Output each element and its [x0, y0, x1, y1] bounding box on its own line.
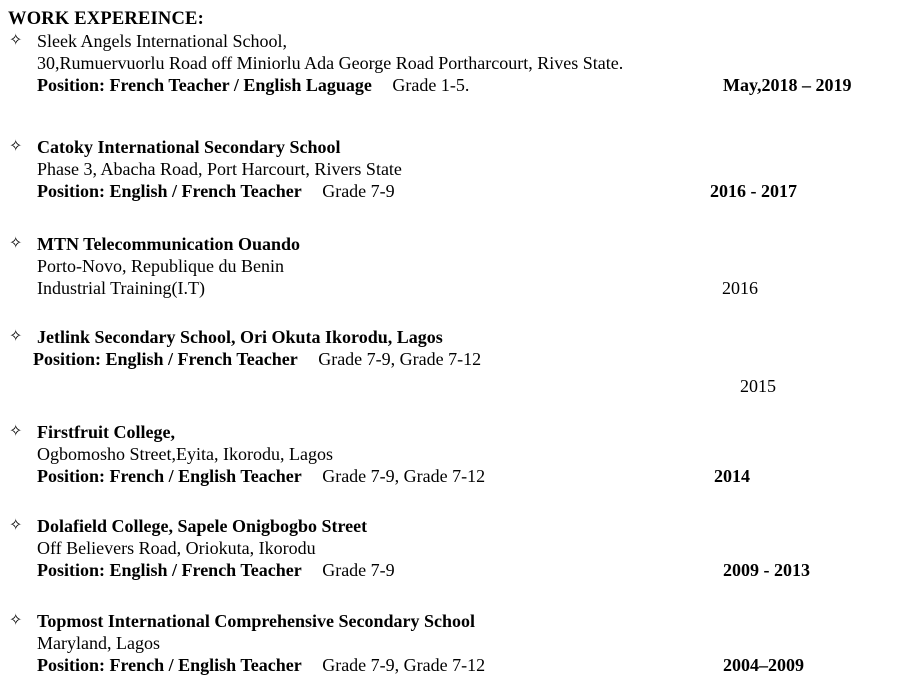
school-name: Firstfruit College, [37, 422, 175, 442]
school-address: Maryland, Lagos [37, 633, 160, 653]
work-experience-entry [8, 610, 911, 676]
date-range: 2014 [714, 466, 750, 486]
entry-name-row [8, 515, 911, 537]
date-range: May,2018 – 2019 [723, 75, 852, 95]
position-label: Position: English / French Teacher [37, 560, 302, 580]
entry-name-row [8, 326, 911, 348]
school-name: Topmost International Comprehensive Secondary School [37, 611, 476, 631]
position-row [8, 180, 911, 202]
entry-name-row [8, 233, 911, 255]
work-experience-entry [8, 421, 911, 487]
entry-name-row [8, 30, 911, 52]
position-label: Position: English / French Teacher [37, 181, 302, 201]
company-name: MTN Telecommunication Ouando [37, 234, 301, 254]
position-label: Position: French Teacher / English Laguage [37, 75, 372, 95]
grade-range: Grade 7-9, Grade 7-12 [322, 655, 486, 675]
star-bullet-icon: ✧ [9, 32, 23, 49]
company-address: Porto-Novo, Republique du Benin [37, 256, 284, 276]
grade-range: Grade 7-9, Grade 7-12 [318, 349, 482, 369]
school-name: Sleek Angels International School, [37, 31, 287, 51]
work-experience-entry [8, 233, 911, 299]
position-row [8, 559, 911, 581]
school-name: Dolafield College, Sapele Onigbogbo Street [37, 516, 368, 536]
date-range: 2009 - 2013 [723, 560, 810, 580]
star-bullet-icon: ✧ [9, 235, 23, 252]
entry-name-row [8, 610, 911, 632]
work-experience-entry [8, 136, 911, 202]
star-bullet-icon: ✧ [9, 138, 23, 155]
star-bullet-icon: ✧ [9, 423, 23, 440]
date-range: 2004–2009 [723, 655, 804, 675]
position-row [8, 654, 911, 676]
work-experience-entry [8, 326, 911, 397]
work-experience-entry [8, 515, 911, 581]
training-row [8, 277, 911, 299]
entry-name-row [8, 421, 911, 443]
grade-range: Grade 7-9 [322, 560, 395, 580]
training-label: Industrial Training(I.T) [37, 278, 205, 298]
star-bullet-icon: ✧ [9, 328, 23, 345]
position-label: Position: French / English Teacher [37, 655, 302, 675]
position-row [8, 348, 911, 370]
date-range: 2015 [740, 376, 776, 396]
school-address: Phase 3, Abacha Road, Port Harcourt, Rivers State [37, 159, 402, 179]
work-experience-entry [8, 30, 911, 96]
school-address: Ogbomosho Street,Eyita, Ikorodu, Lagos [37, 444, 333, 464]
school-address: Off Believers Road, Oriokuta, Ikorodu [37, 538, 316, 558]
school-name: Jetlink Secondary School, Ori Okuta Ikorodu, Lagos [37, 327, 443, 347]
section-title: WORK EXPEREINCE: [8, 9, 204, 29]
school-name: Catoky International Secondary School [37, 137, 341, 157]
star-bullet-icon: ✧ [9, 517, 23, 534]
star-bullet-icon: ✧ [9, 612, 23, 629]
position-row [8, 465, 911, 487]
grade-range: Grade 7-9 [322, 181, 395, 201]
school-address: 30,Rumuervuorlu Road off Miniorlu Ada George Road Portharcourt, Rives State. [37, 53, 624, 73]
entry-name-row [8, 136, 911, 158]
date-range: 2016 - 2017 [710, 181, 797, 201]
date-range: 2016 [722, 278, 758, 298]
position-label: Position: French / English Teacher [37, 466, 302, 486]
grade-range: Grade 7-9, Grade 7-12 [322, 466, 486, 486]
date-row [8, 375, 911, 397]
grade-range: Grade 1-5. [392, 75, 470, 95]
position-row [8, 74, 911, 96]
position-label: Position: English / French Teacher [33, 349, 298, 369]
